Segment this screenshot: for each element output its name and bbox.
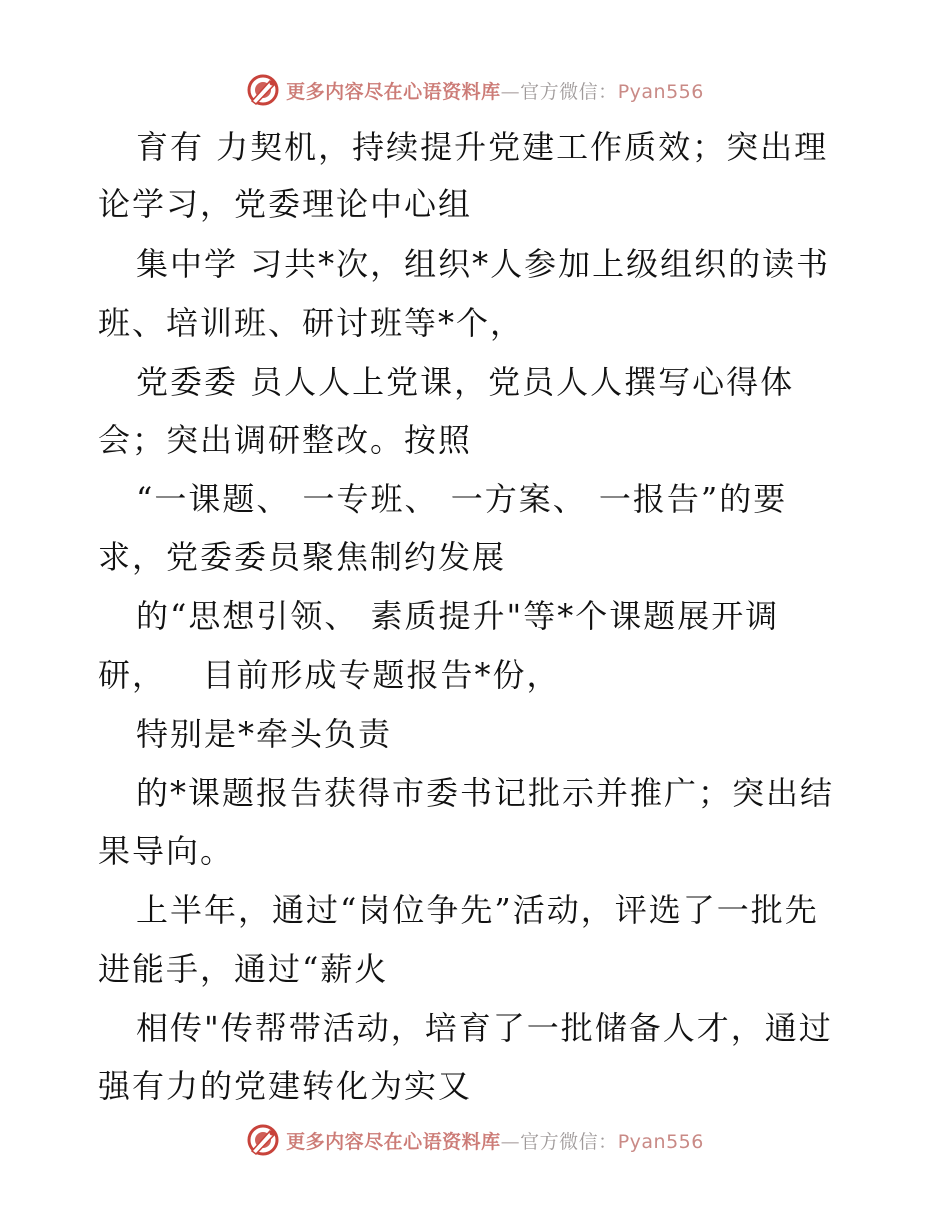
text-line: 会；突出调研整改。按照 [98, 421, 473, 459]
text-line: 求，党委委员聚焦制约发展 [98, 538, 507, 576]
watermark-label: 官方微信： [520, 1130, 618, 1153]
text-line: 班、培训班、研讨班等*个， [98, 304, 525, 342]
watermark-text [286, 1127, 704, 1154]
watermark-separator: — [500, 80, 521, 103]
watermark-text [286, 77, 704, 104]
logo-icon [246, 73, 280, 107]
text-line: 相传"传帮带活动，培育了一批储备人才，通过 [136, 1009, 833, 1047]
watermark-brand: 更多内容尽在心语资料库 [286, 80, 501, 103]
text-line: 育有 力契机，持续提升党建工作质效；突出理 [136, 128, 829, 166]
text-line: 果导向。 [98, 832, 235, 870]
text-line: “一课题、 一专班、 一方案、 一报告”的要 [136, 480, 788, 518]
text-line: 集中学 习共*次，组织*人参加上级组织的读书 [136, 245, 831, 283]
text-line: 强有力的党建转化为实又 [98, 1067, 473, 1105]
watermark-brand: 更多内容尽在心语资料库 [286, 1130, 501, 1153]
text-line: 的*课题报告获得市委书记批示并推广；突出结 [136, 774, 835, 812]
text-line: 特别是*牵头负责 [136, 715, 393, 753]
header-watermark [0, 70, 950, 110]
watermark-id: Pyan556 [617, 1130, 704, 1153]
text-line: 的“思想引领、 素质提升"等*个课题展开调 [136, 597, 780, 635]
watermark-separator: — [500, 1130, 521, 1153]
logo-icon [246, 1123, 280, 1157]
text-line: 党委委 员人人上党课，党员人人撰写心得体 [136, 363, 795, 401]
text-line: 上半年，通过“岗位争先”活动，评选了一批先 [136, 891, 819, 929]
text-line: 进能手，通过“薪火 [98, 950, 389, 988]
text-line: 研， 目前形成专题报告*份， [98, 656, 561, 694]
watermark-id: Pyan556 [617, 80, 704, 103]
watermark-label: 官方微信： [520, 80, 618, 103]
footer-watermark [0, 1120, 950, 1160]
text-line: 论学习，党委理论中心组 [98, 185, 473, 223]
